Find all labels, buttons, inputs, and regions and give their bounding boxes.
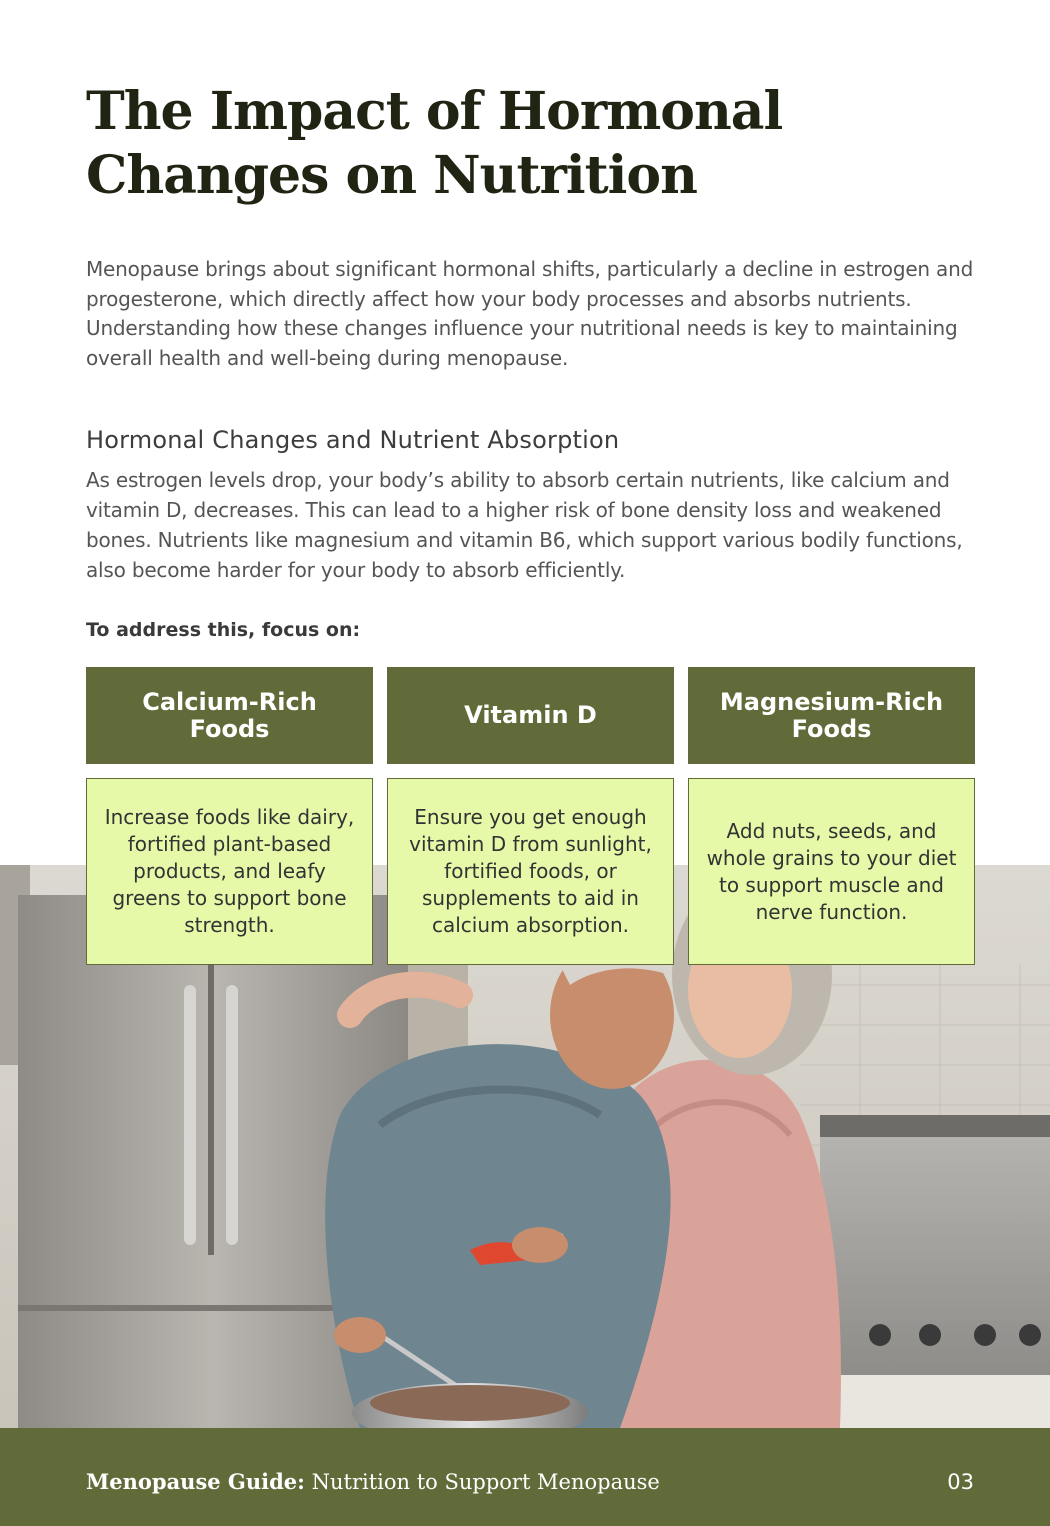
card-title: Calcium-Rich Foods	[142, 687, 317, 743]
section-heading: Hormonal Changes and Nutrient Absorption	[86, 426, 620, 454]
footer-guide-label: Menopause Guide:	[86, 1469, 305, 1494]
footer-guide-subtitle: Nutrition to Support Menopause	[311, 1470, 660, 1494]
section-body: As estrogen levels drop, your body’s ability to absorb certain nutrients, like calcium and vitamin D, decreases. This can lead to a higher risk of bone density loss and weakened bones. Nutrients like magnesium and vitamin B6, which support various bodily functions, also become harder for your body to absorb efficiently.	[86, 468, 963, 582]
page-footer	[0, 1428, 1050, 1526]
card-body-magnesium	[688, 778, 975, 965]
card-text: Add nuts, seeds, and whole grains to your diet to support muscle and nerve function.	[706, 818, 957, 924]
card-body-calcium	[86, 778, 373, 965]
page-title: The Impact of Hormonal Changes on Nutrition	[86, 81, 783, 206]
card-header-magnesium	[688, 667, 975, 764]
card-text: Increase foods like dairy, fortified plant-based products, and leafy greens to support bone strength.	[104, 805, 355, 937]
card-text: Ensure you get enough vitamin D from sunlight, fortified foods, or supplements to aid in calcium absorption.	[409, 805, 652, 937]
card-body-vitamin-d	[387, 778, 674, 965]
card-title: Vitamin D	[464, 701, 597, 729]
card-header-calcium	[86, 667, 373, 764]
card-header-vitamin-d	[387, 667, 674, 764]
focus-label: To address this, focus on:	[86, 619, 361, 641]
intro-paragraph: Menopause brings about significant hormonal shifts, particularly a decline in estrogen and progesterone, which directly affect how your body processes and absorbs nutrients. Understanding how these changes influence your nutritional needs is key to maintaining overall health and well-being during menopause.	[86, 257, 974, 370]
footer-guide-title	[86, 1468, 660, 1496]
page-number: 03	[947, 1470, 974, 1494]
card-title: Magnesium-Rich Foods	[719, 687, 944, 743]
